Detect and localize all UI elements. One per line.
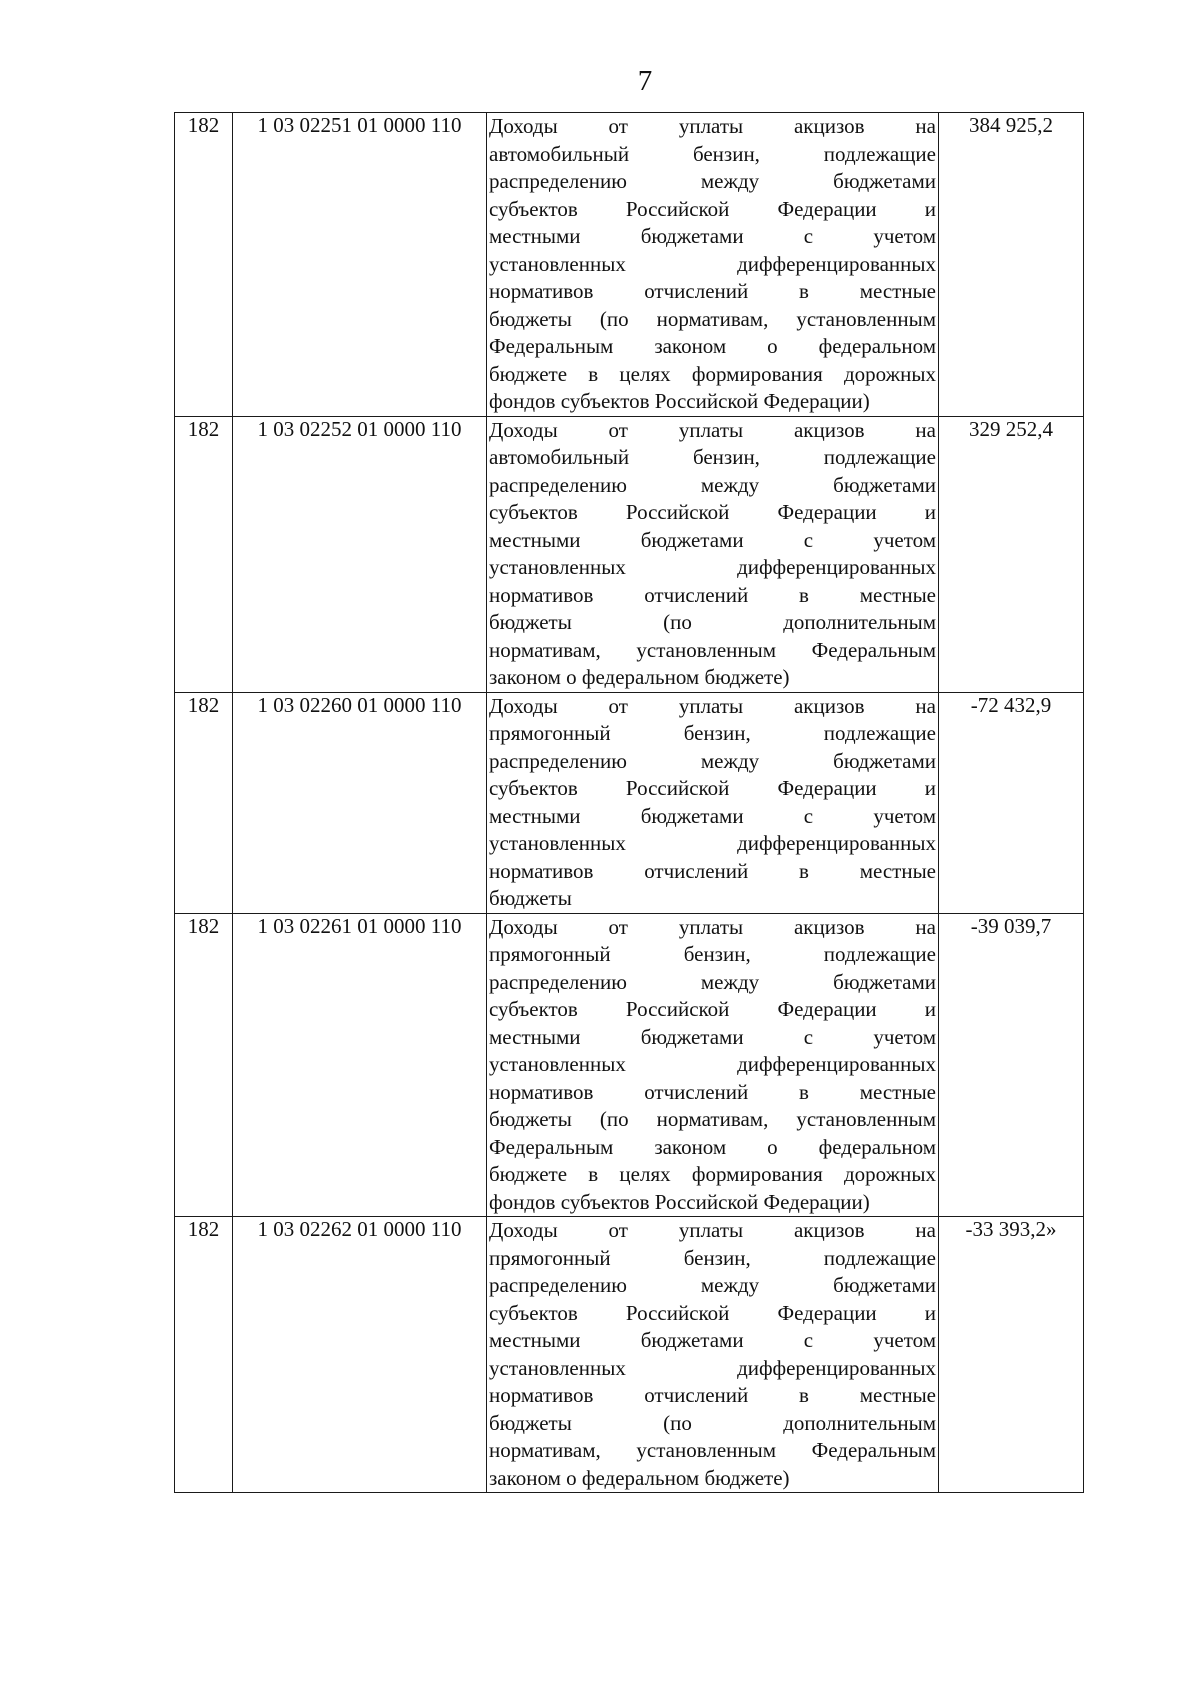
revenue-table-body (175, 113, 1084, 1493)
table-row (175, 692, 1084, 913)
revenue-name-line: бюджете в целях формирования дорожных (489, 1162, 936, 1186)
revenue-name-line: бюджеты (по дополнительным (489, 1410, 936, 1435)
revenue-name-line: установленных дифференцированных (489, 1052, 936, 1076)
revenue-name-line: нормативов отчислений в местные (489, 1079, 936, 1104)
revenue-name-line: бюджеты (489, 886, 572, 910)
revenue-name-line: нормативов отчислений в местные (489, 582, 936, 607)
revenue-name-line: местными бюджетами с учетом (489, 224, 936, 248)
amount-cell: -39 039,7 (939, 913, 1084, 1217)
revenue-name-line: законом о федеральном бюджете) (489, 665, 790, 689)
admin-code-cell: 182 (175, 1217, 233, 1493)
admin-code-cell: 182 (175, 113, 233, 417)
revenue-name-line: распределению между бюджетами (489, 169, 936, 193)
revenue-name-line: субъектов Российской Федерации и (489, 196, 936, 221)
revenue-name-line: фондов субъектов Российской Федерации) (489, 389, 870, 413)
revenue-name-line: нормативов отчислений в местные (489, 1383, 936, 1407)
revenue-name-line: местными бюджетами с учетом (489, 1328, 936, 1352)
table-row (175, 1217, 1084, 1493)
revenue-name-line: автомобильный бензин, подлежащие (489, 141, 936, 166)
revenue-table (174, 112, 1084, 1493)
revenue-name-line: установленных дифференцированных (489, 1355, 936, 1380)
table-row (175, 416, 1084, 692)
amount-cell: 329 252,4 (939, 416, 1084, 692)
revenue-name-line: Доходы от уплаты акцизов на (489, 914, 936, 939)
revenue-code-cell: 1 03 02251 01 0000 110 (233, 113, 487, 417)
revenue-name-line: фондов субъектов Российской Федерации) (489, 1189, 870, 1214)
revenue-name-line: прямогонный бензин, подлежащие (489, 721, 936, 745)
revenue-name-line: нормативам, установленным Федеральным (489, 1438, 936, 1462)
admin-code-cell: 182 (175, 692, 233, 913)
revenue-name-line: Доходы от уплаты акцизов на (489, 114, 936, 138)
revenue-name-line: субъектов Российской Федерации и (489, 1300, 936, 1325)
revenue-name-line: нормативов отчислений в местные (489, 858, 936, 883)
revenue-name-line: нормативам, установленным Федеральным (489, 637, 936, 662)
revenue-name-line: бюджеты (по дополнительным (489, 610, 936, 634)
revenue-name-line: местными бюджетами с учетом (489, 803, 936, 828)
revenue-name-cell (487, 113, 939, 417)
revenue-name-line: Доходы от уплаты акцизов на (489, 693, 936, 718)
revenue-name-cell (487, 416, 939, 692)
revenue-name-line: Доходы от уплаты акцизов на (489, 1218, 936, 1242)
revenue-name-line: прямогонный бензин, подлежащие (489, 942, 936, 966)
revenue-name-line: распределению между бюджетами (489, 969, 936, 994)
table-row (175, 913, 1084, 1217)
revenue-name-line: установленных дифференцированных (489, 251, 936, 276)
revenue-name-cell (487, 692, 939, 913)
revenue-code-cell: 1 03 02261 01 0000 110 (233, 913, 487, 1217)
revenue-name-line: бюджете в целях формирования дорожных (489, 361, 936, 386)
revenue-name-line: установленных дифференцированных (489, 831, 936, 855)
amount-cell: 384 925,2 (939, 113, 1084, 417)
revenue-name-cell (487, 1217, 939, 1493)
page-number: 7 (637, 65, 653, 97)
revenue-name-line: распределению между бюджетами (489, 472, 936, 497)
revenue-name-line: местными бюджетами с учетом (489, 1024, 936, 1049)
revenue-name-line: бюджеты (по нормативам, установленным (489, 306, 936, 331)
revenue-name-line: Доходы от уплаты акцизов на (489, 417, 936, 442)
revenue-name-line: Федеральным законом о федеральном (489, 334, 936, 358)
revenue-name-line: субъектов Российской Федерации и (489, 500, 936, 524)
revenue-name-line: местными бюджетами с учетом (489, 527, 936, 552)
revenue-name-line: прямогонный бензин, подлежащие (489, 1245, 936, 1270)
revenue-name-line: распределению между бюджетами (489, 1273, 936, 1297)
revenue-name-line: автомобильный бензин, подлежащие (489, 445, 936, 469)
revenue-name-line: установленных дифференцированных (489, 555, 936, 579)
revenue-name-line: законом о федеральном бюджете) (489, 1465, 790, 1490)
revenue-name-line: Федеральным законом о федеральном (489, 1134, 936, 1159)
revenue-name-line: субъектов Российской Федерации и (489, 776, 936, 800)
revenue-name-line: субъектов Российской Федерации и (489, 997, 936, 1021)
table-row (175, 113, 1084, 417)
revenue-code-cell: 1 03 02260 01 0000 110 (233, 692, 487, 913)
amount-cell: -33 393,2» (939, 1217, 1084, 1493)
admin-code-cell: 182 (175, 416, 233, 692)
revenue-name-line: распределению между бюджетами (489, 748, 936, 773)
admin-code-cell: 182 (175, 913, 233, 1217)
revenue-name-cell (487, 913, 939, 1217)
revenue-code-cell: 1 03 02262 01 0000 110 (233, 1217, 487, 1493)
revenue-name-line: бюджеты (по нормативам, установленным (489, 1107, 936, 1131)
revenue-code-cell: 1 03 02252 01 0000 110 (233, 416, 487, 692)
revenue-name-line: нормативов отчислений в местные (489, 279, 936, 303)
amount-cell: -72 432,9 (939, 692, 1084, 913)
